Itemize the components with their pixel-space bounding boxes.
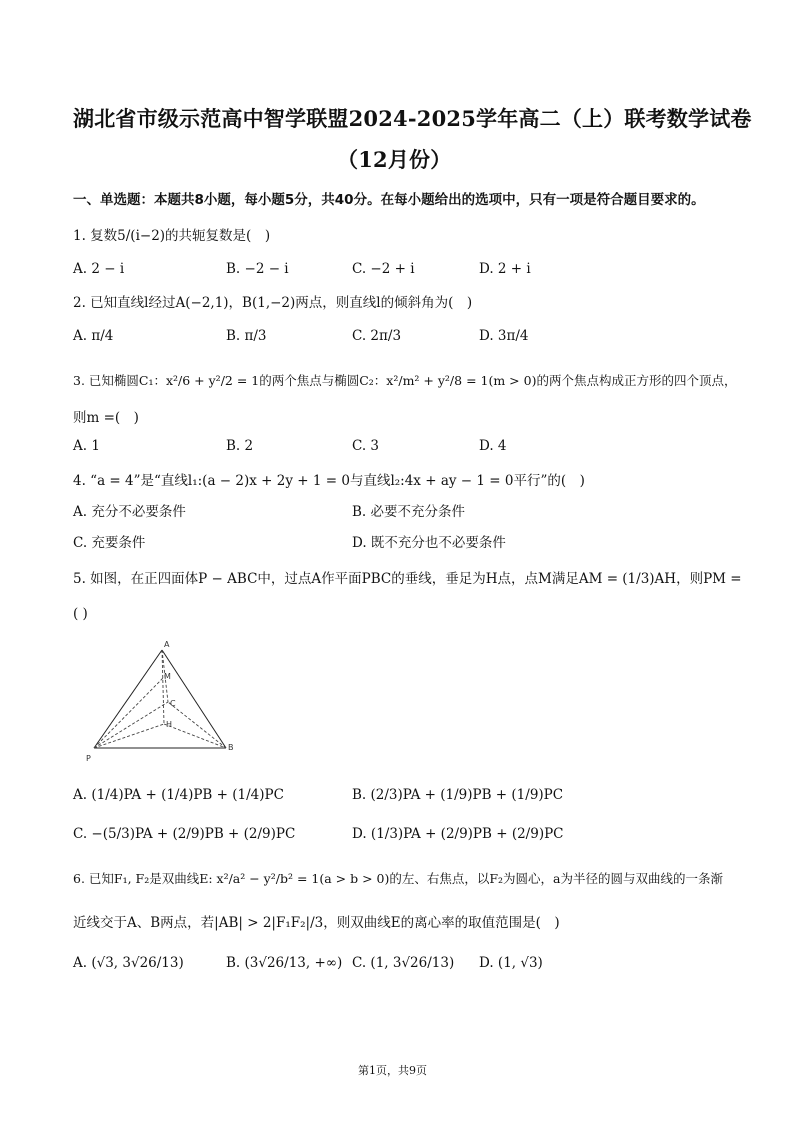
q3-option-d: D. 4 (479, 438, 507, 454)
tetrahedron-figure (84, 638, 244, 768)
edge-pa (94, 650, 162, 748)
q3-option-a: A. 1 (73, 438, 100, 454)
question-6-stem-line-2: 近线交于A、B两点，若|AB| > 2|F₁F₂|/3，则双曲线E的离心率的取值范围是( ) (73, 915, 560, 931)
q5-option-b: B. (2/3)PA + (1/9)PB + (1/9)PC (352, 787, 564, 803)
question-5-stem-line-2: ( ) (73, 606, 88, 622)
q1-option-b: B. −2 − i (226, 261, 289, 277)
q2-option-c: C. 2π/3 (352, 328, 402, 344)
q4-option-b: B. 必要不充分条件 (352, 504, 466, 520)
q6-option-b: B. (3√26/13, +∞) (226, 955, 343, 971)
label-m: M (164, 672, 171, 681)
q6-option-c: C. (1, 3√26/13) (352, 955, 455, 971)
label-b: B (228, 743, 234, 752)
q2-option-a: A. π/4 (73, 328, 114, 344)
q6-option-a: A. (√3, 3√26/13) (73, 955, 184, 971)
label-h: H (166, 720, 173, 729)
edge-bc (168, 702, 226, 748)
q4-option-d: D. 既不充分也不必要条件 (352, 535, 506, 551)
segment-ph (94, 724, 164, 748)
title-line-1: 湖北省市级示范高中智学联盟2024-2025学年高二（上）联考数学试卷 (73, 106, 752, 131)
q1-option-c: C. −2 + i (352, 261, 415, 277)
question-1-stem: 1. 复数5/(i−2)的共轭复数是( ) (73, 228, 271, 244)
question-2-stem: 2. 已知直线l经过A(−2,1)，B(1,−2)两点，则直线l的倾斜角为( ) (73, 295, 473, 311)
page-footer: 第1页，共9页 (358, 1064, 427, 1077)
q1-option-a: A. 2 − i (73, 261, 125, 277)
edge-pc (94, 702, 168, 748)
segment-hb (164, 724, 226, 748)
label-c: C (170, 699, 176, 708)
question-6-stem-line-1: 6. 已知F₁, F₂是双曲线E: x²/a² − y²/b² = 1(a > b > 0)的左、右焦点，以F₂为圆心，a为半径的圆与双曲线的一条渐 (73, 871, 723, 886)
q3-option-b: B. 2 (226, 438, 254, 454)
q2-option-d: D. 3π/4 (479, 328, 529, 344)
q4-option-c: C. 充要条件 (73, 535, 146, 551)
q4-option-a: A. 充分不必要条件 (73, 504, 186, 520)
label-a: A (164, 640, 170, 649)
q5-option-d: D. (1/3)PA + (2/9)PB + (2/9)PC (352, 826, 564, 842)
label-p: P (86, 754, 91, 763)
q1-option-d: D. 2 + i (479, 261, 531, 277)
title-line-2: （12月份） (337, 147, 452, 172)
question-4-stem: 4. “a = 4”是“直线l₁:(a − 2)x + 2y + 1 = 0与直线l₂:4x + ay − 1 = 0平行”的( ) (73, 473, 585, 489)
segment-pm (94, 678, 163, 748)
q5-option-c: C. −(5/3)PA + (2/9)PB + (2/9)PC (73, 826, 296, 842)
question-5-stem-line-1: 5. 如图，在正四面体P − ABC中，过点A作平面PBC的垂线，垂足为H点，点M满足AM = (1/3)AH，则PM = (73, 571, 742, 587)
section-heading: 一、单选题：本题共8小题，每小题5分，共40分。在每小题给出的选项中，只有一项是符合题目要求的。 (73, 192, 705, 208)
question-3-stem-line-2: 则m =( ) (73, 410, 139, 426)
q5-option-a: A. (1/4)PA + (1/4)PB + (1/4)PC (73, 787, 284, 803)
question-3-stem-line-1: 3. 已知椭圆C₁：x²/6 + y²/2 = 1的两个焦点与椭圆C₂：x²/m² + y²/8 = 1(m > 0)的两个焦点构成正方形的四个顶点， (73, 373, 737, 388)
q6-option-d: D. (1, √3) (479, 955, 543, 971)
q2-option-b: B. π/3 (226, 328, 267, 344)
q3-option-c: C. 3 (352, 438, 380, 454)
